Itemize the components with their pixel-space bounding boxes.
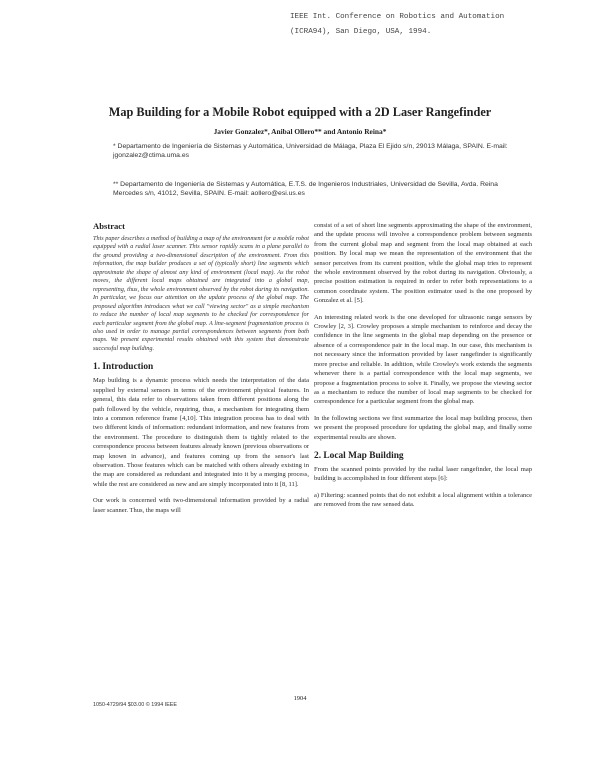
conference-header-line2: (ICRA94), San Diego, USA, 1994. bbox=[290, 28, 432, 36]
isbn-footer: 1050-4729/94 $03.00 © 1994 IEEE bbox=[93, 702, 177, 708]
right-paragraph-1: consist of a set of short line segments approximating the shape of the environment, and the update process will involve a correspondence problem between segments from the current global map and segment from the local map obtained at each position. By local map we mean the representation of the environment that the sensor perceives from its current position, while the global map tries to represent the whole environment observed by the robot during its navigation. Obviously, a precise position estimation is required in order to refer both representations to a common coordinate system. The position estimator used is the one proposed by Gonzalez et al. [5]. bbox=[314, 222, 532, 305]
local-map-paragraph-1: From the scanned points provided by the radial laser rangefinder, the local map building is accomplished in four different steps [6]: bbox=[314, 465, 532, 483]
paper-authors: Javier Gonzalez*, Anibal Ollero** and Antonio Reina* bbox=[213, 127, 387, 136]
introduction-paragraph-2: Our work is concerned with two-dimensional information provided by a radial laser scanner. Thus, the maps will bbox=[93, 497, 309, 514]
left-column bbox=[93, 221, 309, 522]
conference-header-line1: IEEE Int. Conference on Robotics and Automation bbox=[290, 13, 505, 21]
introduction-paragraph-1: Map building is a dynamic process which needs the interpretation of the data supplied by external sensors in terms of the environment physical features. In general, this data refer to observations taken from different positions along the path followed by the vehicle, requiring, thus, a mechanism for integrating them into a common reference frame [4,10]. This integration process has to deal with two different kinds of information: redundant information, and new features from the environment. The procedure to distinguish them is tightly related to the correspondence process between features already known (previous observations or map known in advance), and features coming up from the sensor's last observation. Those features which can be matched with others already existing in the map are considered as redundant and integrated into it by a merging process, while the rest are considered as new and are simply incorporated into it [8, 11]. bbox=[93, 377, 309, 488]
local-map-paragraph-2: a) Filtering: scanned points that do not exhibit a local alignment within a tolerance are removed from the raw sensed data. bbox=[314, 491, 532, 509]
abstract-heading: Abstract bbox=[93, 221, 125, 231]
paper-title: Map Building for a Mobile Robot equipped with a 2D Laser Rangefinder bbox=[108, 105, 492, 119]
local-map-building-heading: 2. Local Map Building bbox=[314, 450, 404, 461]
right-paragraph-2: An interesting related work is the one developed for ultrasonic range sensors by Crowley [2, 3]. Crowley proposes a simple mechanism to reinforce and decay the confidence in the line segments in the global map depending on the presence or absence of a correspondence pair in the local map. In our case, this mechanism is not necessary since the information provided by laser rangefinder is significantly more precise and reliable. In addition, while Crowley's work extends the segments whenever there is a partial correspondence with the local map segments, we propose a fragmentation process to solve it. Finally, we propose the viewing sector as a mechanism to reduce the number of local map segments to be checked for correspondence for a particular segment from the global map. bbox=[314, 313, 532, 406]
page-number: 1904 bbox=[293, 695, 307, 702]
right-paragraph-3: In the following sections we first summarize the local map building process, then we present the proposed procedure for updating the global map, and finally some experimental results are shown. bbox=[314, 414, 532, 441]
affiliation-1: * Departamento de Ingeniería de Sistemas y Automática, Universidad de Málaga, Plaza El Ejido s/n, 29013 Málaga, SPAIN. E-mail: jgonzalez@ctima.uma.es bbox=[113, 143, 508, 160]
affiliation-2: ** Departamento de Ingeniería de Sistemas y Automática, E.T.S. de Ingenieros Industriales, Universidad de Sevilla, Avda. Reina Mercedes s/n, 41012, Sevilla, SPAIN. E-mail: aollero@esi.us.es bbox=[113, 181, 498, 198]
right-column bbox=[314, 221, 532, 517]
introduction-heading: 1. Introduction bbox=[93, 362, 154, 373]
abstract-text: This paper describes a method of building a map of the environment for a mobile robot equipped with a radial laser scanner. This sensor rapidly scans in a plane parallel to the ground providing a two-dimensional description of the environment. From this information, the map builder produces a set of (typically short) line segments which approximate the shape of almost any kind of environment (local map). As the robot moves, the different local maps obtained are integrated into a global map, representing, thus, the whole environment observed by the robot during its navigation. In particular, we focus our attention on the update process of the global map. The proposed algorithm introduces what we call "viewing sector" as a simple mechanism to reduce the number of local map segments to be checked for correspondence for each particular segment from the global map. A line-segment fragmentation process is also used in order to manage partial correspondences between segments from both maps. We present experimental results obtained with this system that demonstrate successful map building. bbox=[93, 235, 309, 352]
conference-header bbox=[290, 10, 504, 40]
